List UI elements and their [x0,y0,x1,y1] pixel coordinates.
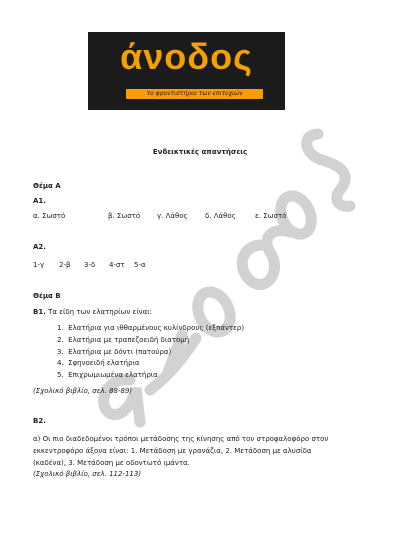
b2-text-line: εκκεντροφόρο άξονα είναι: 1. Μετάδοση με γρανάζια, 2. Μετάδοση με αλυσίδα [33,447,312,455]
a1-label: Α1. [33,197,46,205]
logo-tagline-bar [126,89,263,99]
a1-answer: ε. Σωστό [255,212,287,220]
a1-answer: α. Σωστό [33,212,66,220]
b1-line [33,308,152,317]
a2-label: Α2. [33,243,46,251]
themaA-heading: Θέμα Α [33,182,61,190]
a2-answer: 3-δ [84,261,96,269]
b2-text-line: (καδένα), 3. Μετάδοση με οδοντωτό ιμάντα. [33,459,190,467]
a2-answer: 4-στ [109,261,125,269]
b2-text-line: α) Οι πιο διαδεδομένοι τρόποι μετάδοσης της κίνησης από τον στροφαλοφόρο στον [33,435,329,443]
b1-label: Β1. [33,308,46,316]
document-title: Ενδεικτικές απαντήσεις [152,148,248,156]
b1-list-item: 5. Επιχρωμιωμένα ελατήρια [57,371,158,379]
themaB-heading: Θέμα Β [33,292,61,300]
b1-intro: Τα είδη των ελατηρίων είναι: [48,308,152,316]
watermark-glyph-alpha [104,380,140,422]
b2-source: (Σχολικό βιβλίο, σελ. 112-113) [33,470,142,478]
logo-wordmark: άνοδος [120,36,253,77]
watermark-glyph-sigma [307,134,350,206]
logo-tagline: το φροντιστήριο των επιτυχιών [146,90,243,97]
a1-answer: β. Σωστό [108,212,141,220]
b1-list-item: 1. Ελατήρια για ιθθαρμένους κυλίνδρους (εξπάντερ) [57,324,245,332]
a2-answer: 2-β [59,261,71,269]
a2-answer: 1-γ [33,261,45,269]
watermark-glyph-delta [242,231,290,285]
anodos-logo [88,32,285,110]
b1-list-item: 2. Ελατήρια με τραπεζοειδή διατομή [57,336,190,344]
a1-answer: γ. Λάθος [157,212,188,220]
a2-answer: 5-α [134,261,146,269]
b1-source: (Σχολικό βιβλίο, σελ. 88-89) [33,387,133,395]
b1-list-item: 4. Σφηνοειδή ελατήρια [57,359,140,367]
b2-label: Β2. [33,417,46,425]
b1-list-item: 3. Ελατήρια με δόντι (πατούρα) [57,348,172,356]
a1-answer: δ. Λάθος [205,212,236,220]
